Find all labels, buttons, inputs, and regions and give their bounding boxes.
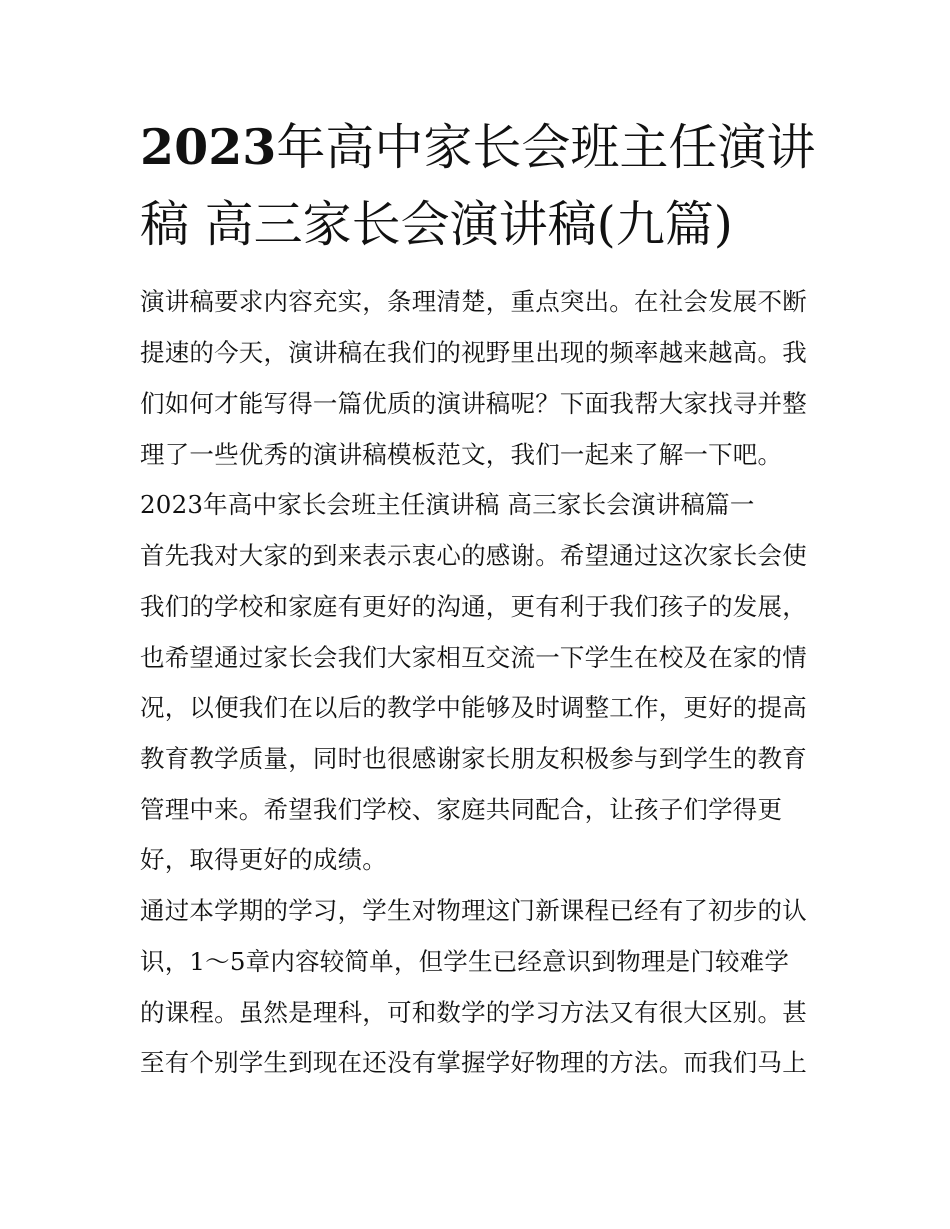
section-heading: 2023年高中家长会班主任演讲稿 高三家长会演讲稿篇一: [140, 490, 755, 519]
body-line: 理了一些优秀的演讲稿模板范文，我们一起来了解一下吧。: [140, 440, 783, 469]
body-line: 也希望通过家长会我们大家相互交流一下学生在校及在家的情: [140, 643, 807, 672]
body-line: 至有个别学生到现在还没有掌握学好物理的方法。而我们马上: [140, 1048, 807, 1077]
body-line: 提速的今天，演讲稿在我们的视野里出现的频率越来越高。我: [140, 338, 807, 367]
body-line: 管理中来。希望我们学校、家庭共同配合，让孩子们学得更: [140, 795, 783, 824]
body-line: 首先我对大家的到来表示衷心的感谢。希望通过这次家长会使: [140, 541, 807, 570]
title-line-2: 稿 高三家长会演讲稿(九篇): [140, 196, 733, 253]
body-line: 教育教学质量，同时也很感谢家长朋友积极参与到学生的教育: [140, 744, 807, 773]
body-line: 演讲稿要求内容充实，条理清楚，重点突出。在社会发展不断: [140, 287, 807, 316]
body-line: 识，1～5章内容较简单，但学生已经意识到物理是门较难学: [140, 947, 790, 976]
body-line: 们如何才能写得一篇优质的演讲稿呢？下面我帮大家找寻并整: [140, 389, 807, 418]
body-line: 好，取得更好的成绩。: [140, 845, 387, 874]
body-line: 我们的学校和家庭有更好的沟通，更有利于我们孩子的发展，: [140, 592, 807, 621]
body-line: 况，以便我们在以后的教学中能够及时调整工作，更好的提高: [140, 693, 807, 722]
title-year: 2023: [140, 118, 277, 176]
title-line-1: [140, 118, 815, 177]
body-line: 通过本学期的学习，学生对物理这门新课程已经有了初步的认: [140, 896, 807, 925]
title-line-1-text: 年高中家长会班主任演讲: [276, 119, 816, 176]
body-line: 的课程。虽然是理科，可和数学的学习方法又有很大区别。甚: [140, 998, 807, 1027]
